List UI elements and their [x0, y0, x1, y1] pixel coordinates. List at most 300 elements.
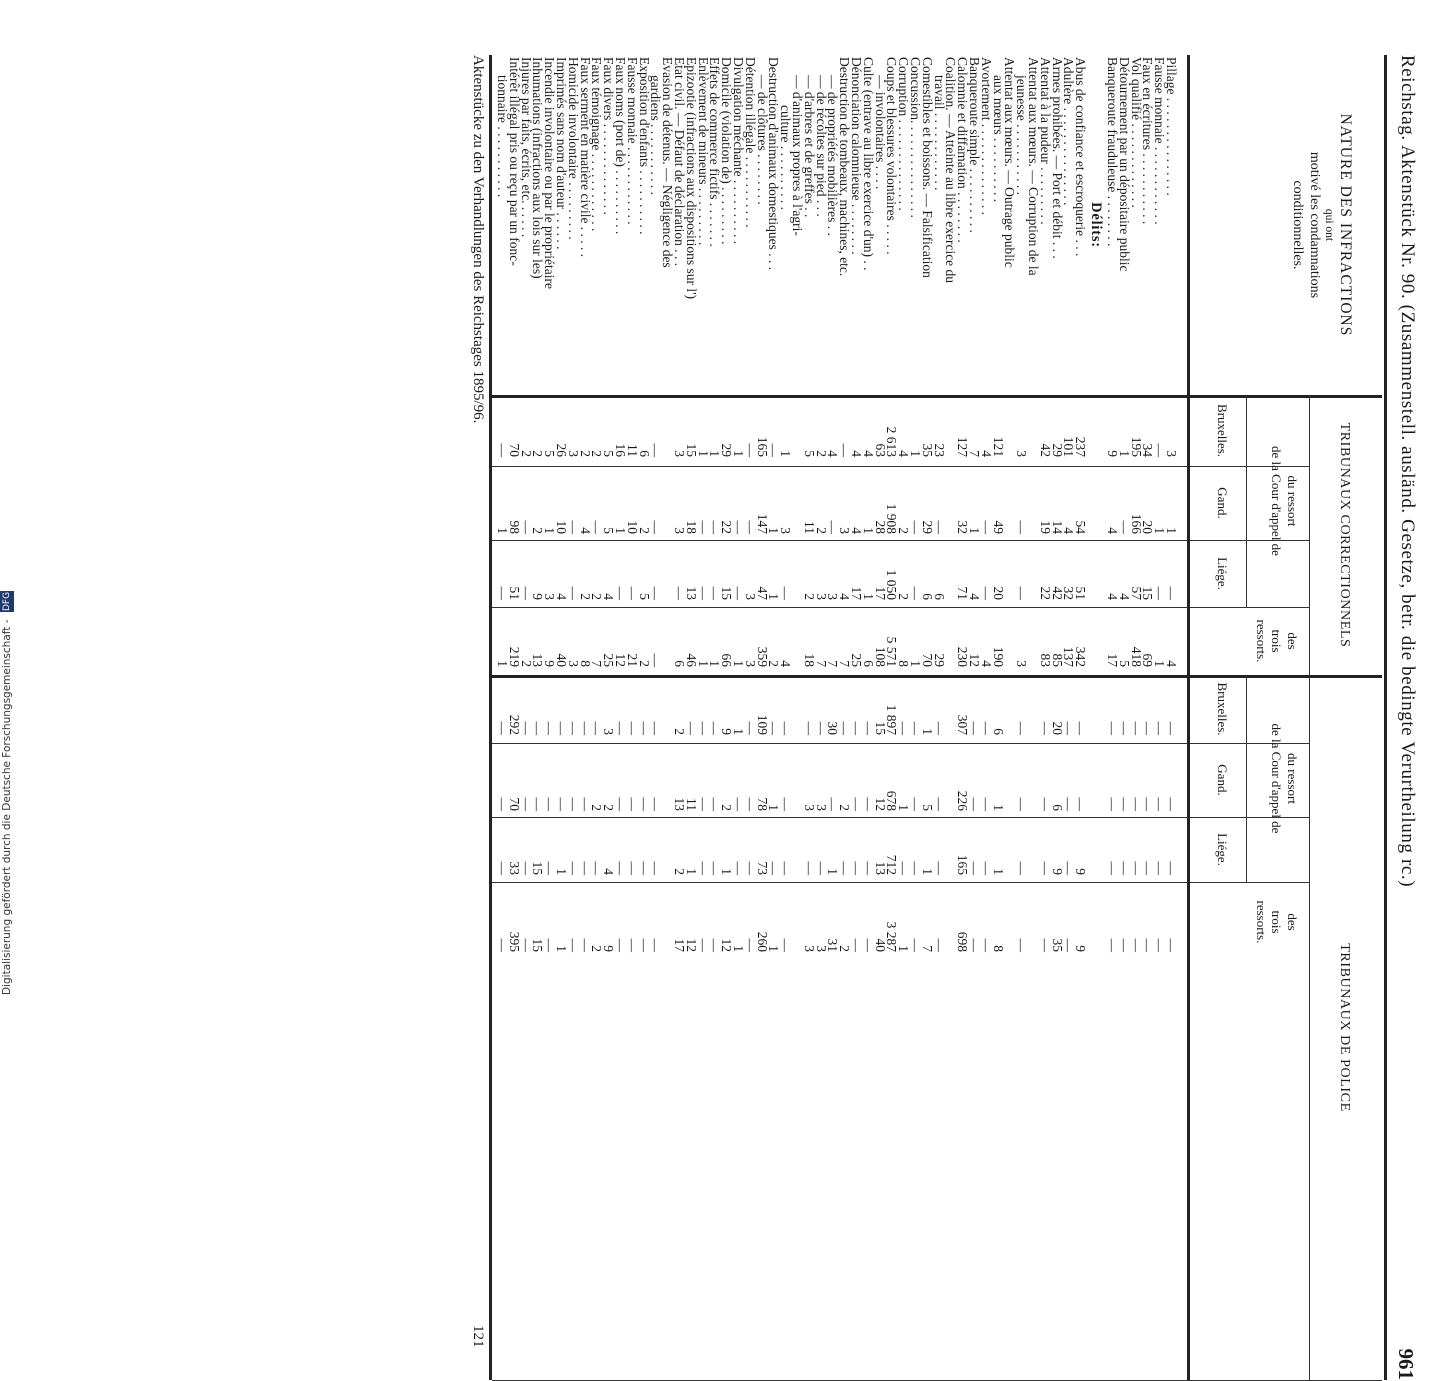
- table-row: [754, 55, 770, 1380]
- statistics-table: [492, 55, 1382, 1380]
- cell-value: —: [565, 797, 581, 811]
- cell-value: 5: [601, 450, 617, 457]
- cell-value: —: [1014, 586, 1030, 600]
- row-label: Intérêt illégal pris ou reçu par un fonc-: [506, 57, 522, 266]
- cell-value: 98: [506, 520, 522, 534]
- cell-value: 712: [884, 854, 900, 875]
- row-label: Concussion. . . . . . . . . . . . . . .: [908, 57, 923, 218]
- cell-value: 2: [672, 868, 687, 875]
- cell-value: —: [707, 797, 723, 811]
- cell-value: 7: [813, 660, 829, 667]
- cell-value: —: [825, 520, 841, 534]
- cell-value: 7: [825, 660, 841, 667]
- row-label: Divulgation méchante . . . . . . . . . .: [731, 57, 746, 245]
- cell-value: —: [967, 721, 982, 735]
- cell-value: —: [1037, 797, 1053, 811]
- cell-value: 3: [801, 804, 817, 811]
- cell-value: 230: [955, 646, 971, 667]
- cell-value: 8: [577, 660, 593, 667]
- cell-value: 3: [601, 728, 617, 735]
- cell-value: 25: [849, 653, 864, 667]
- cell-value: —: [908, 520, 923, 534]
- table-row: [615, 55, 626, 1380]
- cell-value: —: [1164, 721, 1179, 735]
- cell-value: 1: [1116, 450, 1132, 457]
- cell-value: 1: [896, 804, 912, 811]
- row-label: Imprimés sans nom d'auteur . . . . . .: [554, 57, 569, 250]
- cell-value: 70: [919, 653, 935, 667]
- table-row: [943, 55, 959, 1380]
- table-row: [556, 55, 567, 1380]
- cell-value: —: [648, 861, 664, 875]
- trois-label: trois: [1269, 910, 1285, 934]
- cell-value: 13: [872, 861, 888, 875]
- cell-value: 32: [955, 520, 971, 534]
- cell-value: 73: [754, 861, 770, 875]
- row-label: Epizootie (infractions aux dispositions sur l'): [683, 57, 699, 300]
- de-la-cour-label: de la Cour d'appel de: [1269, 723, 1285, 834]
- cell-value: 30: [825, 721, 841, 735]
- table-row: [792, 55, 803, 1380]
- cell-value: —: [1014, 797, 1030, 811]
- section-title: Délits:: [1088, 202, 1105, 248]
- dfg-logo: DFG: [2, 592, 12, 612]
- cell-value: 35: [919, 443, 935, 457]
- cell-value: 11: [624, 444, 640, 457]
- cell-value: —: [931, 721, 947, 735]
- cell-value: —: [908, 586, 923, 600]
- table-row: [872, 55, 888, 1380]
- header-rule: [1187, 55, 1190, 1380]
- cell-value: 15: [1140, 586, 1156, 600]
- footer-text: Aktenstücke zu den Verhandlungen des Reichstages 1895/96.: [470, 55, 486, 424]
- cell-value: —: [742, 520, 758, 534]
- row-label: Faux serment en matière civile . . . . .: [577, 57, 593, 258]
- cell-value: —: [554, 721, 569, 735]
- cell-value: 1: [967, 527, 982, 534]
- cell-value: 33: [506, 861, 522, 875]
- cell-value: —: [613, 721, 628, 735]
- cell-value: —: [1105, 861, 1120, 875]
- cell-value: —: [1164, 586, 1179, 600]
- table-row: [1049, 55, 1065, 1380]
- cell-value: —: [1116, 861, 1132, 875]
- cell-value: 1: [495, 527, 510, 534]
- cell-value: —: [1037, 721, 1053, 735]
- cell-value: 20: [990, 586, 1006, 600]
- cell-value: 2: [636, 660, 652, 667]
- cell-value: —: [731, 520, 746, 534]
- cell-value: 678: [884, 790, 900, 811]
- table-row: [825, 55, 841, 1380]
- cell-value: —: [542, 721, 558, 735]
- cell-value: —: [648, 938, 664, 952]
- table-row: [931, 55, 947, 1380]
- cell-value: 1: [778, 450, 794, 457]
- cell-value: —: [931, 520, 947, 534]
- table-row: [766, 55, 782, 1380]
- cell-value: 9: [601, 945, 617, 952]
- cell-value: —: [1014, 861, 1030, 875]
- cell-value: 4: [849, 450, 864, 457]
- cell-value: 698: [955, 931, 971, 952]
- cell-value: —: [1140, 721, 1156, 735]
- cell-value: 2: [589, 593, 605, 600]
- cell-value: —: [636, 721, 652, 735]
- top-rule: [1384, 55, 1387, 1380]
- cell-value: 25: [601, 653, 617, 667]
- header-rule: [1246, 395, 1247, 607]
- table-row: [733, 55, 744, 1380]
- row-label: — d'animaux propres à l'agri-: [790, 75, 805, 236]
- cell-value: —: [1061, 721, 1077, 735]
- cell-value: —: [636, 938, 652, 952]
- cell-value: 2: [896, 527, 912, 534]
- table-row: [919, 55, 935, 1380]
- row-label: Attentat à la pudeur . . . . . . . . .: [1037, 57, 1053, 225]
- ressorts-label: ressorts.: [1253, 619, 1269, 663]
- cell-value: 4: [601, 593, 617, 600]
- table-row: [577, 55, 593, 1380]
- cell-value: —: [577, 861, 593, 875]
- cell-value: 1: [554, 945, 569, 952]
- cell-value: 359: [754, 646, 770, 667]
- header-rule: [1309, 395, 1310, 1380]
- cell-value: —: [967, 861, 982, 875]
- table-row: [1140, 55, 1156, 1380]
- table-row: [884, 55, 900, 1380]
- cell-value: 101: [1061, 436, 1077, 457]
- row-label: travail . . . . . . . . . . . .: [931, 75, 947, 191]
- cell-value: 1: [731, 945, 746, 952]
- cell-value: 4: [601, 868, 617, 875]
- cell-value: 395: [506, 931, 522, 952]
- cell-value: —: [1164, 861, 1179, 875]
- cell-value: 1: [554, 868, 569, 875]
- cell-value: 51: [506, 586, 522, 600]
- cell-value: —: [636, 797, 652, 811]
- cell-value: 6: [636, 450, 652, 457]
- cell-value: —: [778, 797, 794, 811]
- cell-value: —: [1140, 861, 1156, 875]
- cell-value: —: [518, 861, 534, 875]
- cell-value: —: [849, 797, 864, 811]
- bottom-rule: [489, 55, 492, 1380]
- cell-value: 1: [990, 868, 1006, 875]
- cell-value: —: [1164, 797, 1179, 811]
- row-label: Vol qualifié . . . . . . . . . . . . .: [1128, 57, 1144, 208]
- cell-value: —: [742, 938, 758, 952]
- cell-value: —: [624, 861, 640, 875]
- row-label: Armes prohibées. — Port et débit . . .: [1049, 57, 1065, 259]
- cell-value: —: [967, 797, 982, 811]
- cell-value: 2: [896, 593, 912, 600]
- row-label: Attentat aux mœurs. — Corruption de la: [1026, 57, 1041, 276]
- row-label: — involontaires . . . .: [872, 75, 888, 190]
- cell-value: 6: [1049, 804, 1065, 811]
- cell-value: 3: [825, 593, 841, 600]
- cell-value: —: [648, 721, 664, 735]
- cell-value: 4: [1116, 593, 1132, 600]
- table-row: [1166, 55, 1177, 1380]
- cell-value: —: [1014, 938, 1030, 952]
- cell-value: 307: [955, 714, 971, 735]
- table-row: [601, 55, 617, 1380]
- cell-value: —: [778, 586, 794, 600]
- row-label: — de clôtures . . . . . . . .: [754, 75, 770, 205]
- cell-value: 6: [990, 728, 1006, 735]
- cell-value: 1: [731, 728, 746, 735]
- cell-value: 4: [849, 527, 864, 534]
- cell-value: 4: [554, 593, 569, 600]
- row-label: culture . . . . . . . . . .: [778, 105, 794, 210]
- cell-value: 108: [872, 646, 888, 667]
- cell-value: —: [518, 586, 534, 600]
- cell-value: —: [695, 520, 711, 534]
- cell-value: —: [1128, 797, 1144, 811]
- cell-value: 109: [754, 714, 770, 735]
- cell-value: —: [707, 938, 723, 952]
- cell-value: —: [731, 797, 746, 811]
- cell-value: —: [542, 861, 558, 875]
- cell-value: —: [672, 586, 687, 600]
- cell-value: —: [683, 721, 699, 735]
- table-row: [1014, 55, 1030, 1380]
- cell-value: —: [518, 520, 534, 534]
- table-row: [683, 55, 699, 1380]
- cell-value: 1: [990, 804, 1006, 811]
- cell-value: 2: [518, 660, 534, 667]
- col-liege-1: Liége.: [1215, 557, 1230, 590]
- cell-value: —: [707, 520, 723, 534]
- digitization-note-text: Digitalisierung gefördert durch die Deutsche Forschungsgemeinschaft -: [1, 619, 13, 995]
- cell-value: 5: [1116, 660, 1132, 667]
- row-label: Fausse monnaie . . . . . . . . . . . .: [1152, 57, 1168, 225]
- cell-value: 17: [872, 586, 888, 600]
- cell-value: 1: [695, 660, 711, 667]
- table-row: [518, 55, 534, 1380]
- table-row: [565, 55, 581, 1380]
- cell-value: —: [742, 721, 758, 735]
- cell-value: 3: [813, 945, 829, 952]
- nature-subtitle-3: conditionnelles.: [1289, 180, 1305, 270]
- table-row: [719, 55, 735, 1380]
- table-row: [1128, 55, 1144, 1380]
- cell-value: 70: [506, 797, 522, 811]
- cell-value: 2: [837, 804, 853, 811]
- row-label: Destruction de tombeaux, machines, etc.: [837, 57, 853, 277]
- row-label: Attentat aux mœurs. — Outrage public: [1002, 57, 1018, 268]
- cell-value: —: [542, 797, 558, 811]
- cell-value: 11: [801, 521, 817, 534]
- cell-value: 2: [518, 450, 534, 457]
- cell-value: —: [695, 938, 711, 952]
- table-row: [497, 55, 508, 1380]
- group-correctionnels: TRIBUNAUX CORRECTIONNELS: [1337, 422, 1352, 648]
- cell-value: 5: [801, 450, 817, 457]
- cell-value: 28: [872, 520, 888, 534]
- cell-value: —: [495, 861, 510, 875]
- cell-value: 3: [813, 593, 829, 600]
- col-gand-1: Gand.: [1215, 487, 1230, 519]
- cell-value: —: [837, 861, 853, 875]
- cell-value: —: [589, 721, 605, 735]
- row-label: — de récoltes sur pied . . .: [813, 75, 829, 217]
- cell-value: 1: [542, 527, 558, 534]
- cell-value: 2: [636, 527, 652, 534]
- cell-value: —: [860, 797, 876, 811]
- nature-title: NATURE DES INFRACTIONS: [1337, 113, 1354, 337]
- cell-value: 1: [731, 450, 746, 457]
- table-row: [506, 55, 522, 1380]
- cell-value: 4: [1105, 527, 1120, 534]
- cell-value: —: [967, 938, 982, 952]
- cell-value: —: [1105, 721, 1120, 735]
- row-label: Abus de confiance et escroquerie . . .: [1073, 57, 1089, 257]
- cell-value: —: [1105, 797, 1120, 811]
- cell-value: 9: [1105, 450, 1120, 457]
- row-label: Faux divers . . . . . . . . . . . . . .: [601, 57, 617, 215]
- cell-value: —: [695, 586, 711, 600]
- cell-value: 3: [1014, 660, 1030, 667]
- cell-value: 9: [719, 728, 735, 735]
- cell-value: 2: [530, 527, 546, 534]
- cell-value: —: [978, 721, 994, 735]
- cell-value: —: [648, 520, 664, 534]
- cell-value: 1: [908, 450, 923, 457]
- cell-value: 42: [1037, 443, 1053, 457]
- table-row: [860, 55, 876, 1380]
- cell-value: 3: [1164, 450, 1179, 457]
- table-row: [674, 55, 685, 1380]
- cell-value: 2: [719, 804, 735, 811]
- cell-value: —: [849, 721, 864, 735]
- cell-value: —: [860, 861, 876, 875]
- cell-value: 12: [613, 653, 628, 667]
- cell-value: —: [1152, 861, 1168, 875]
- row-label: Etat civil. — Défaut de déclaration . . .: [672, 57, 687, 267]
- cell-value: —: [1037, 938, 1053, 952]
- cell-value: 3: [542, 593, 558, 600]
- cell-value: —: [825, 797, 841, 811]
- cell-value: 1: [860, 527, 876, 534]
- cell-value: 5: [601, 527, 617, 534]
- cell-value: 4: [967, 593, 982, 600]
- row-label: Fausse monnaie . . . . . . . . . . . .: [624, 57, 640, 225]
- cell-value: 3: [672, 450, 687, 457]
- cell-value: 9: [1073, 868, 1089, 875]
- cell-value: 54: [1073, 520, 1089, 534]
- cell-value: 20: [1140, 520, 1156, 534]
- row-label: — d'arbres et de greffes . .: [801, 75, 817, 218]
- cell-value: 23: [931, 443, 947, 457]
- cell-value: 1 908: [884, 503, 900, 534]
- cell-value: 7: [967, 450, 982, 457]
- cell-value: —: [707, 861, 723, 875]
- cell-value: —: [589, 861, 605, 875]
- cell-value: —: [554, 797, 569, 811]
- cell-value: —: [908, 797, 923, 811]
- cell-value: 2: [801, 593, 817, 600]
- cell-value: —: [908, 861, 923, 875]
- cell-value: 1: [919, 728, 935, 735]
- cell-value: —: [896, 861, 912, 875]
- cell-value: —: [978, 938, 994, 952]
- cell-value: 29: [919, 520, 935, 534]
- cell-value: —: [931, 797, 947, 811]
- cell-value: —: [1152, 938, 1168, 952]
- cell-value: 292: [506, 714, 522, 735]
- cell-value: 2: [837, 945, 853, 952]
- row-label: Effets de commerce fictifs . . . . . . .: [707, 57, 723, 247]
- cell-value: 42: [1049, 586, 1065, 600]
- cell-value: —: [565, 721, 581, 735]
- cell-value: —: [860, 721, 876, 735]
- cell-value: 7: [837, 660, 853, 667]
- table-row: [851, 55, 862, 1380]
- row-label: Dénonciation calomnieuse . . . . . . . .: [849, 57, 864, 255]
- cell-value: —: [495, 586, 510, 600]
- cell-value: 3: [837, 527, 853, 534]
- cell-value: 17: [849, 586, 864, 600]
- cell-value: 15: [719, 586, 735, 600]
- cell-value: 15: [530, 938, 546, 952]
- cell-value: —: [766, 861, 782, 875]
- row-label: Détention illégale . . . . . . . . . . .: [742, 57, 758, 228]
- running-head-title: Reichstag. Aktenstück Nr. 90. (Zusammenstell. ausländ. Gesetze, betr. die bedingte Verurtheilung rc.): [1397, 55, 1418, 888]
- cell-value: 3: [742, 593, 758, 600]
- cell-value: 4: [778, 660, 794, 667]
- cell-value: 57: [1128, 586, 1144, 600]
- cell-value: —: [1152, 721, 1168, 735]
- cell-value: —: [565, 861, 581, 875]
- cell-value: —: [1061, 938, 1077, 952]
- cell-value: —: [731, 586, 746, 600]
- cell-value: —: [707, 586, 723, 600]
- cell-value: —: [542, 938, 558, 952]
- cell-value: —: [978, 586, 994, 600]
- table-row: [1061, 55, 1077, 1380]
- cell-value: 32: [1061, 586, 1077, 600]
- nature-subtitle-1: qui ont: [1323, 208, 1336, 242]
- des-trois-ressorts-2: [1253, 882, 1300, 962]
- cell-value: —: [1128, 938, 1144, 952]
- cell-value: —: [495, 443, 510, 457]
- cell-value: —: [813, 861, 829, 875]
- cell-value: 4: [1105, 593, 1120, 600]
- cell-value: —: [577, 797, 593, 811]
- cell-value: 1: [766, 804, 782, 811]
- col-gand-2: Gand.: [1215, 764, 1230, 796]
- cell-value: —: [849, 861, 864, 875]
- cell-value: 127: [955, 436, 971, 457]
- row-label: tionnaire . . . . . . . . . . .: [495, 75, 510, 198]
- cell-value: 3: [565, 660, 581, 667]
- row-label: Adultère . . . . . . . . . . . . . . .: [1061, 57, 1077, 206]
- cell-value: —: [978, 861, 994, 875]
- cell-value: —: [613, 938, 628, 952]
- cell-value: 9: [542, 660, 558, 667]
- cell-value: 1 050: [884, 569, 900, 600]
- de-la-cour-label: de la Cour d'appel de: [1269, 446, 1285, 556]
- table-row: [801, 55, 817, 1380]
- cell-value: —: [731, 861, 746, 875]
- table-row: [660, 55, 676, 1380]
- cell-value: 2: [766, 660, 782, 667]
- cell-value: 18: [683, 520, 699, 534]
- row-label: Corruption . . . . . . . . . . . . . .: [896, 57, 912, 211]
- table-row: [636, 55, 652, 1380]
